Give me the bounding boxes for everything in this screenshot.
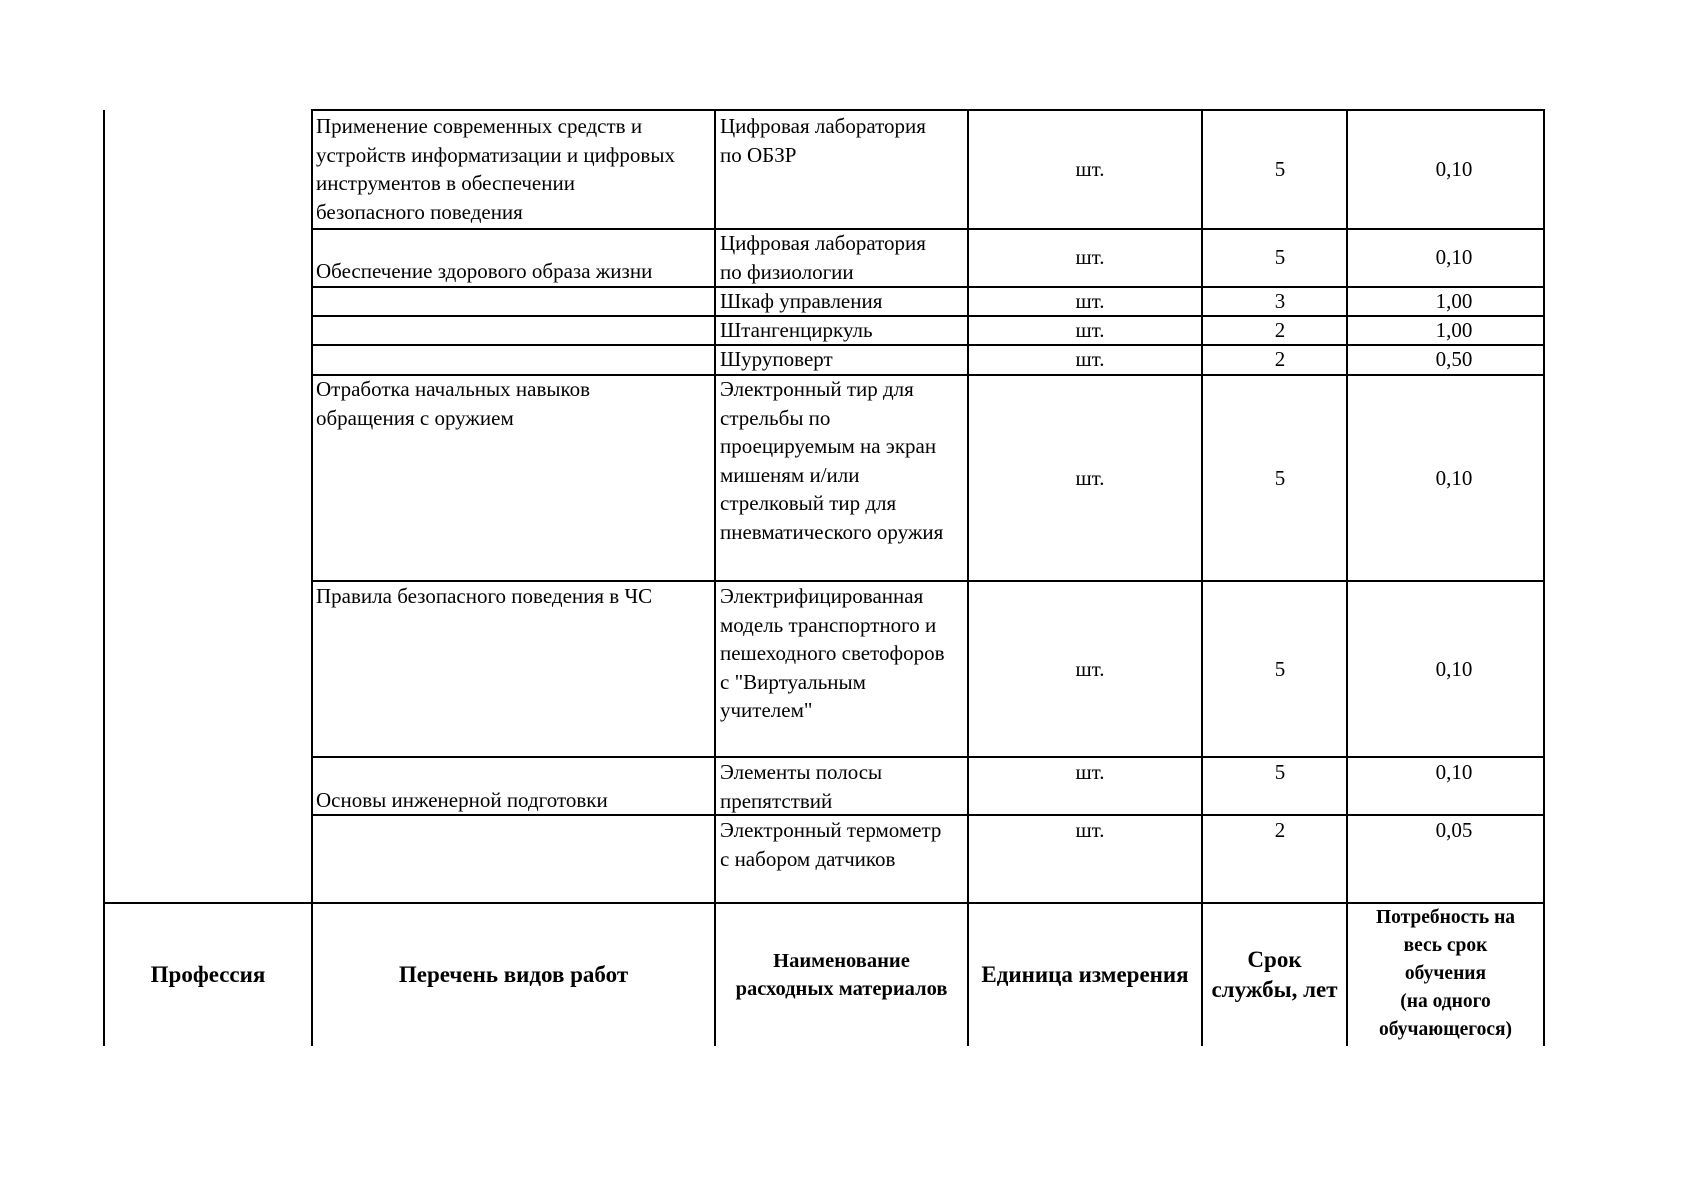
work-type-cell: Применение современных средств и устройств информатизации и цифровых инструментов в обеспечении безопасного поведения — [316, 114, 675, 224]
equipment-name-cell: Электронный термометр с набором датчиков — [720, 818, 942, 871]
work-type-cell: Отработка начальных навыков обращения с оружием — [316, 377, 591, 430]
service-life-cell: 3 — [1274, 289, 1286, 313]
header-materials: Наименование расходных материалов — [735, 949, 948, 1000]
equipment-name-cell: Электронный тир для стрельбы по проецируемым на экран мишеням и/или стрелковый тир для пневматического оружия — [720, 377, 944, 544]
requirement-cell: 0,10 — [1435, 157, 1473, 181]
work-type-cell: Основы инженерной подготовки — [316, 788, 608, 812]
header-service-life: Срок службы, лет — [1211, 947, 1338, 1002]
header-works: Перечень видов работ — [398, 962, 629, 987]
row-divider — [311, 109, 1545, 111]
service-life-cell: 2 — [1274, 818, 1286, 842]
header-requirement: Потребность на весь срок обучения (на одного обучающегося) — [1375, 907, 1516, 1040]
requirement-cell: 1,00 — [1435, 318, 1473, 342]
work-type-cell: Правила безопасного поведения в ЧС — [316, 584, 653, 608]
unit-cell: шт. — [1075, 466, 1105, 490]
equipment-name-cell: Шуруповерт — [720, 347, 833, 371]
requirement-cell: 0,05 — [1435, 818, 1473, 842]
service-life-cell: 5 — [1274, 245, 1286, 269]
service-life-cell: 5 — [1274, 466, 1286, 490]
requirement-cell: 0,50 — [1435, 347, 1473, 371]
work-type-cell: Обеспечение здорового образа жизни — [316, 259, 653, 283]
service-life-cell: 5 — [1274, 657, 1286, 681]
service-life-cell: 2 — [1274, 318, 1286, 342]
equipment-name-cell: Элементы полосы препятствий — [720, 760, 883, 813]
header-unit: Единица измерения — [981, 962, 1189, 987]
requirement-cell: 1,00 — [1435, 289, 1473, 313]
requirement-cell: 0,10 — [1435, 760, 1473, 784]
unit-cell: шт. — [1075, 657, 1105, 681]
unit-cell: шт. — [1075, 760, 1105, 784]
equipment-name-cell: Шкаф управления — [720, 289, 883, 313]
equipment-name-cell: Цифровая лаборатория по физиологии — [720, 231, 926, 284]
requirement-cell: 0,10 — [1435, 657, 1473, 681]
requirement-cell: 0,10 — [1435, 466, 1473, 490]
requirement-cell: 0,10 — [1435, 245, 1473, 269]
equipment-name-cell: Электрифицированная модель транспортного и пешеходного светофоров с "Виртуальным учителем" — [720, 584, 945, 722]
service-life-cell: 5 — [1274, 760, 1286, 784]
service-life-cell: 2 — [1274, 347, 1286, 371]
unit-cell: шт. — [1075, 818, 1105, 842]
unit-cell: шт. — [1075, 157, 1105, 181]
unit-cell: шт. — [1075, 318, 1105, 342]
unit-cell: шт. — [1075, 245, 1105, 269]
unit-cell: шт. — [1075, 347, 1105, 371]
equipment-name-cell: Цифровая лаборатория по ОБЗР — [720, 114, 926, 167]
unit-cell: шт. — [1075, 289, 1105, 313]
header-profession: Профессия — [150, 962, 266, 987]
equipment-name-cell: Штангенциркуль — [720, 318, 873, 342]
service-life-cell: 5 — [1274, 157, 1286, 181]
